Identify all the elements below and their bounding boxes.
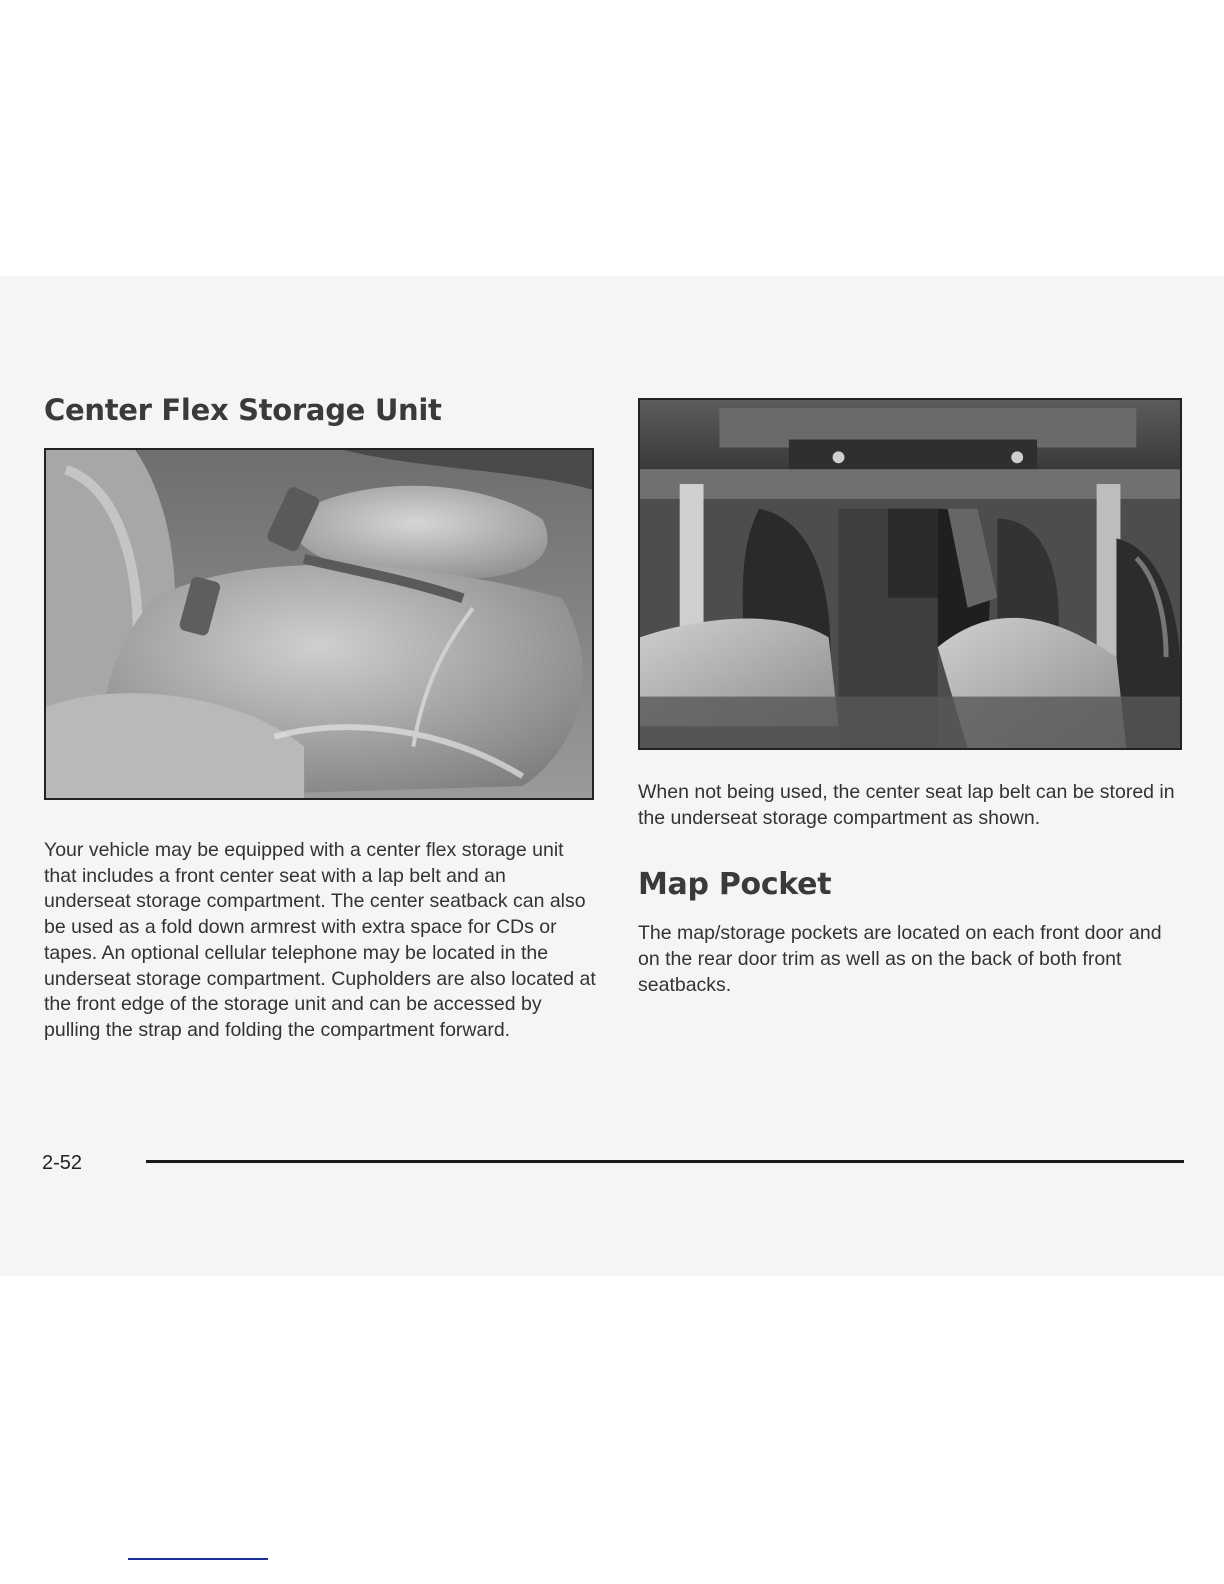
page-number: 2-52 — [42, 1152, 83, 1174]
page-footer — [42, 1148, 1184, 1178]
left-column — [44, 390, 596, 1044]
section-heading-map-pocket: Map Pocket — [638, 867, 832, 903]
center-seat-photo — [44, 448, 594, 800]
underseat-compartment-photo-illustration — [640, 400, 1180, 748]
lap-belt-storage-paragraph: When not being used, the center seat lap belt can be stored in the underseat storage compartment as shown. — [638, 781, 1175, 829]
right-column — [638, 398, 1186, 999]
center-flex-storage-paragraph: Your vehicle may be equipped with a center flex storage unit that includes a front center seat with a lap belt and an underseat storage compartment. The center seatback can also be used as a fold down armrest with extra space for CDs or tapes. An optional cellular telephone may be located in the underseat storage compartment. Cupholders are also located at the front edge of the storage unit and can be accessed by pulling the strap and folding the compartment forward. — [44, 839, 596, 1041]
center-seat-photo-illustration — [46, 450, 592, 798]
map-pocket-paragraph: The map/storage pockets are located on each front door and on the rear door trim as well as on the back of both front seatbacks. — [638, 922, 1162, 996]
footer-rule — [146, 1160, 1184, 1163]
underseat-compartment-photo — [638, 398, 1182, 750]
link-underline-mark — [128, 1558, 268, 1560]
section-heading-center-flex-storage: Center Flex Storage Unit — [44, 393, 442, 427]
